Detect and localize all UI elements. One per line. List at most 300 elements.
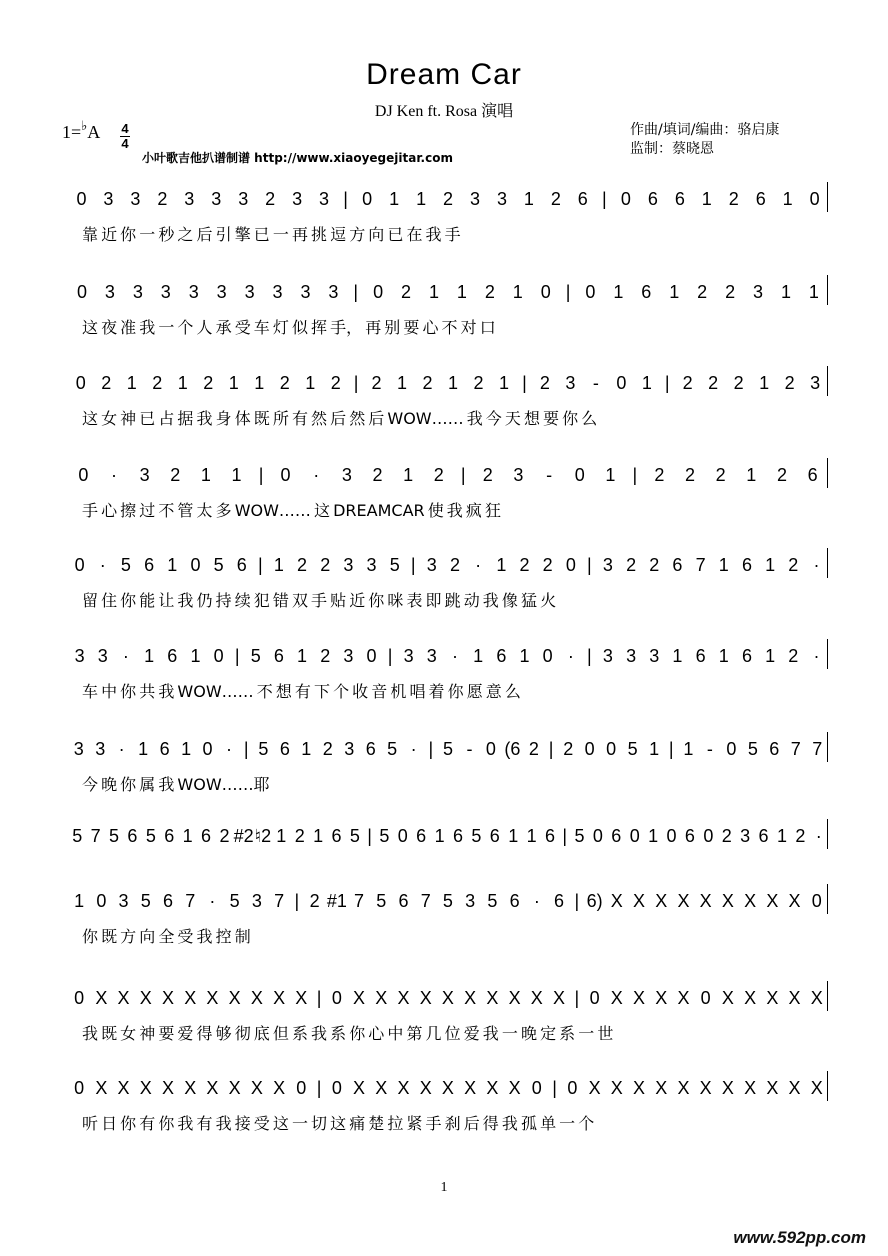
note: 3	[130, 188, 141, 209]
barline: |	[565, 281, 571, 302]
note: 1	[416, 188, 427, 209]
note: 3	[103, 188, 114, 209]
note: X	[588, 1077, 601, 1098]
note: 2	[784, 372, 795, 393]
key-prefix: 1=	[62, 122, 82, 142]
end-barline	[827, 548, 828, 578]
time-top: 4	[121, 121, 129, 136]
note: 0	[811, 890, 822, 911]
note: 1	[190, 645, 201, 666]
key-signature	[62, 118, 101, 143]
note: 7	[90, 825, 101, 846]
note: 0	[74, 554, 85, 575]
note: X	[206, 1077, 219, 1098]
time-bottom: 4	[121, 136, 129, 151]
note: 1	[669, 281, 680, 302]
barline: |	[353, 281, 359, 302]
note: 3	[649, 645, 660, 666]
note: 6	[489, 825, 500, 846]
barline: |	[258, 464, 264, 485]
note: 2	[776, 464, 787, 485]
note: 3	[118, 890, 129, 911]
note: 3	[74, 645, 85, 666]
note: X	[766, 890, 779, 911]
note: 0	[629, 825, 640, 846]
notes-row	[68, 552, 828, 578]
barline: |	[387, 645, 393, 666]
barline: |	[243, 738, 249, 759]
barline: |	[548, 738, 554, 759]
note: 6	[164, 825, 175, 846]
note: 6	[741, 554, 752, 575]
note: 6	[684, 825, 695, 846]
note: 0	[331, 1077, 342, 1098]
note: 1	[718, 645, 729, 666]
note: 6	[279, 738, 290, 759]
note: X	[139, 987, 152, 1008]
note: 2	[443, 188, 454, 209]
note: #1	[326, 890, 347, 911]
note: X	[441, 1077, 454, 1098]
note: 1	[499, 372, 510, 393]
note: X	[464, 987, 477, 1008]
note: X	[721, 987, 734, 1008]
barline: |	[367, 825, 372, 846]
note: X	[744, 890, 757, 911]
note: X	[766, 1077, 779, 1098]
notes-row	[68, 643, 828, 669]
note: ·	[118, 738, 125, 759]
notes-row	[68, 186, 828, 212]
note: 1	[718, 554, 729, 575]
note: 6	[159, 738, 170, 759]
note: 5	[229, 890, 240, 911]
note: 5	[258, 738, 269, 759]
note: X	[810, 987, 823, 1008]
lyrics-row: 靠 近 你 一 秒 之 后 引 擎 已 一 再 挑 逗 方 向 已 在 我 手	[82, 225, 461, 244]
note: 2	[309, 890, 320, 911]
note: 1	[523, 188, 534, 209]
note: ·	[226, 738, 233, 759]
note: ·	[313, 464, 320, 485]
note: 1	[473, 645, 484, 666]
note: ·	[475, 554, 482, 575]
note: 0	[74, 987, 85, 1008]
barline: |	[316, 987, 322, 1008]
note: X	[95, 1077, 108, 1098]
note: 1	[746, 464, 757, 485]
note: 0	[296, 1077, 307, 1098]
note: 3	[602, 554, 613, 575]
barline: |	[316, 1077, 322, 1098]
note: 1	[526, 825, 537, 846]
note: 3	[97, 645, 108, 666]
note: X	[139, 1077, 152, 1098]
note: 1	[683, 738, 694, 759]
note: X	[633, 1077, 646, 1098]
note: 6	[769, 738, 780, 759]
note: 6	[331, 825, 342, 846]
note: 3	[344, 738, 355, 759]
note: 3	[238, 188, 249, 209]
note: 2	[320, 645, 331, 666]
note: ·	[122, 645, 129, 666]
note: 6	[127, 825, 138, 846]
notes-row	[68, 736, 828, 762]
note: X	[397, 987, 410, 1008]
barline: |	[353, 372, 359, 393]
note: 3	[602, 645, 613, 666]
note: 5	[387, 738, 398, 759]
credits	[630, 121, 779, 159]
note: ♮2	[254, 825, 272, 846]
note: 0	[78, 464, 89, 485]
note: X	[810, 1077, 823, 1098]
note: 0	[213, 645, 224, 666]
end-barline	[827, 1071, 828, 1101]
note: 3	[565, 372, 576, 393]
note: #2	[233, 825, 254, 846]
barline: |	[460, 464, 466, 485]
note: 2	[401, 281, 412, 302]
note: 1	[74, 890, 85, 911]
note: 1	[765, 554, 776, 575]
note: 0	[96, 890, 107, 911]
note: 1	[181, 738, 192, 759]
note: 1	[808, 281, 819, 302]
note: 3	[319, 188, 330, 209]
note: 2	[157, 188, 168, 209]
note: X	[295, 987, 308, 1008]
barline: |	[632, 464, 638, 485]
note: 6	[273, 645, 284, 666]
note: X	[744, 987, 757, 1008]
note: ·	[813, 554, 820, 575]
note: 2	[265, 188, 276, 209]
note: X	[228, 987, 241, 1008]
end-barline	[827, 366, 828, 396]
note: 2	[795, 825, 806, 846]
note: 1	[519, 645, 530, 666]
note: 5	[487, 890, 498, 911]
barline: |	[574, 987, 580, 1008]
note: 0	[366, 645, 377, 666]
note: X	[788, 890, 801, 911]
note: X	[677, 890, 690, 911]
flat-sign: ♭	[81, 118, 88, 133]
barline: |	[257, 554, 263, 575]
note: 0	[540, 281, 551, 302]
lyrics-row: 听 日 你 有 你 我 有 我 接 受 这 一 切 这 痛 楚 拉 紧 手 刹 后 得 我 孤 单 一 个	[82, 1114, 595, 1133]
notes-row	[68, 1075, 828, 1101]
note: 0	[703, 825, 714, 846]
note: 6	[741, 645, 752, 666]
note: X	[677, 1077, 690, 1098]
note: 3	[426, 554, 437, 575]
note: 2	[203, 372, 214, 393]
note: 2	[649, 554, 660, 575]
note: 2	[539, 372, 550, 393]
note: 3	[465, 890, 476, 911]
note: -	[546, 464, 553, 485]
note: 3	[343, 554, 354, 575]
lyrics-row: 车 中 你 共 我 WOW…… 不 想 有 下 个 收 音 机 唱 着 你 愿 意 么	[82, 682, 521, 701]
note: 6	[144, 554, 155, 575]
note: 1	[403, 464, 414, 485]
note: 1	[649, 738, 660, 759]
note: 1	[276, 825, 287, 846]
note: 2	[626, 554, 637, 575]
note: 6	[496, 645, 507, 666]
note: 2	[519, 554, 530, 575]
note: 7	[695, 554, 706, 575]
note: 1	[177, 372, 188, 393]
note: 2	[219, 825, 230, 846]
end-barline	[827, 182, 828, 212]
note: X	[610, 890, 623, 911]
note: 2	[721, 825, 732, 846]
note: 5	[145, 825, 156, 846]
note: X	[655, 1077, 668, 1098]
note: 6	[758, 825, 769, 846]
note: 1	[641, 372, 652, 393]
note: 2	[528, 738, 539, 759]
note: 2	[685, 464, 696, 485]
note: 2	[682, 372, 693, 393]
end-barline	[827, 884, 828, 914]
note: 2	[320, 554, 331, 575]
note: 2	[697, 281, 708, 302]
note: 3	[95, 738, 106, 759]
note: 3	[216, 281, 227, 302]
note: 1	[648, 825, 659, 846]
note: 1	[496, 554, 507, 575]
note: 5	[140, 890, 151, 911]
note: X	[721, 890, 734, 911]
note: 1	[397, 372, 408, 393]
note: 6	[201, 825, 212, 846]
note: ·	[410, 738, 417, 759]
note: 1	[765, 645, 776, 666]
note: 3	[403, 645, 414, 666]
note: 5	[120, 554, 131, 575]
notes-row	[68, 985, 828, 1011]
barline: |	[343, 188, 348, 209]
note: X	[699, 890, 712, 911]
note: X	[486, 1077, 499, 1098]
note: 7	[274, 890, 285, 911]
note: 6	[647, 188, 658, 209]
page-number: 1	[440, 1180, 448, 1195]
note: 0	[585, 281, 596, 302]
score-line	[68, 279, 828, 349]
note: 0	[373, 281, 384, 302]
note: 1	[126, 372, 137, 393]
note: 3	[366, 554, 377, 575]
barline: |	[587, 645, 592, 666]
note: X	[273, 987, 286, 1008]
note: 0	[202, 738, 213, 759]
note: 3	[753, 281, 764, 302]
note: 6	[672, 554, 683, 575]
note: ·	[110, 464, 117, 485]
note: 0	[75, 372, 86, 393]
note: 2	[433, 464, 444, 485]
note: 3	[73, 738, 84, 759]
notes-row	[68, 370, 828, 396]
note: 3	[184, 188, 195, 209]
note: 6	[755, 188, 766, 209]
note: X	[464, 1077, 477, 1098]
note: 3	[469, 188, 480, 209]
note: 3	[132, 281, 143, 302]
note: X	[788, 1077, 801, 1098]
note: 0	[190, 554, 201, 575]
note: 0	[76, 188, 87, 209]
note: X	[677, 987, 690, 1008]
end-barline	[827, 275, 828, 305]
note: 1	[776, 825, 787, 846]
note: 0	[531, 1077, 542, 1098]
notes-row	[68, 279, 828, 305]
note: 5	[109, 825, 120, 846]
note: 5	[376, 890, 387, 911]
lyrics-row: 你 既 方 向 全 受 我 控 制	[82, 927, 251, 946]
note: X	[228, 1077, 241, 1098]
note: 7	[354, 890, 365, 911]
note: -	[592, 372, 599, 393]
barline: |	[562, 825, 568, 846]
note: 3	[328, 281, 339, 302]
note: 1	[672, 645, 683, 666]
note: 2	[654, 464, 665, 485]
note: 1	[228, 372, 239, 393]
barline: |	[294, 890, 300, 911]
note: X	[699, 1077, 712, 1098]
note: 1	[144, 645, 155, 666]
note: -	[466, 738, 473, 759]
note: 2	[279, 372, 290, 393]
note: 1	[182, 825, 193, 846]
credit-producer: 监制：蔡晓恩	[630, 141, 714, 157]
lyrics-row: 这 女 神 已 占 据 我 身 体 既 所 有 然 后 然 后 WOW…… 我 今 天 想 要 你 么	[82, 409, 598, 428]
note: 3	[211, 188, 222, 209]
note: 6	[577, 188, 588, 209]
note: 2	[322, 738, 333, 759]
note: 2	[733, 372, 744, 393]
key-letter: A	[87, 122, 101, 142]
note: 3	[139, 464, 150, 485]
note: 1	[167, 554, 178, 575]
note: 3	[160, 281, 171, 302]
note: ·	[451, 645, 458, 666]
note: 3	[251, 890, 262, 911]
note: 3	[426, 645, 437, 666]
note: X	[655, 890, 668, 911]
note: 1	[434, 825, 445, 846]
note: X	[610, 1077, 623, 1098]
note: X	[375, 987, 388, 1008]
note: X	[184, 987, 197, 1008]
note: 2	[297, 554, 308, 575]
note: 5	[349, 825, 360, 846]
note: X	[788, 987, 801, 1008]
note: X	[117, 1077, 130, 1098]
song-subtitle: DJ Ken ft. Rosa 演唱	[374, 103, 514, 120]
note: 7	[812, 738, 823, 759]
note: 0	[565, 554, 576, 575]
barline: |	[574, 890, 580, 911]
note: 2	[550, 188, 561, 209]
notes-row	[68, 462, 828, 488]
barline: |	[602, 188, 607, 209]
note: X	[375, 1077, 388, 1098]
note: 2	[372, 464, 383, 485]
barline: |	[522, 372, 527, 393]
note: 1	[780, 281, 791, 302]
note: ·	[567, 645, 574, 666]
note: 6	[611, 825, 622, 846]
note: X	[508, 1077, 521, 1098]
note: 1	[512, 281, 523, 302]
note: 1	[301, 738, 312, 759]
note: X	[161, 1077, 174, 1098]
note: X	[441, 987, 454, 1008]
note: X	[250, 987, 263, 1008]
note: 5	[389, 554, 400, 575]
note: 1	[273, 554, 284, 575]
note: 3	[513, 464, 524, 485]
note: 1	[297, 645, 308, 666]
note: X	[419, 987, 432, 1008]
note: 0	[397, 825, 408, 846]
note: 1	[456, 281, 467, 302]
note: 0	[76, 281, 87, 302]
score-line	[68, 823, 828, 893]
lyrics-row: 我 既 女 神 要 爱 得 够 彻 底 但 系 我 系 你 心 中 第 几 位 爱 我 一 晚 定 系 一 世	[82, 1024, 614, 1043]
note: X	[766, 987, 779, 1008]
note: 6)	[586, 890, 603, 911]
note: 6	[452, 825, 463, 846]
note: 0	[700, 987, 711, 1008]
note: 3	[810, 372, 821, 393]
score-line	[68, 985, 828, 1055]
note: 1	[759, 372, 770, 393]
note: X	[419, 1077, 432, 1098]
note: 6	[674, 188, 685, 209]
note: (6	[504, 738, 521, 759]
note: 2	[473, 372, 484, 393]
note: 0	[567, 1077, 578, 1098]
note: X	[95, 987, 108, 1008]
score-line	[68, 552, 828, 622]
note: ·	[813, 645, 820, 666]
note: 2	[170, 464, 181, 485]
note: 3	[626, 645, 637, 666]
note: 2	[788, 554, 799, 575]
note: 3	[244, 281, 255, 302]
transcriber-site: 小叶歌吉他扒谱制谱 http://www.xiaoyegejitar.com	[142, 151, 453, 165]
lyrics-row: 这 夜 准 我 一 个 人 承 受 车 灯 似 挥 手， 再 别 要 心 不 对 口	[82, 318, 496, 337]
note: 2	[725, 281, 736, 302]
note: X	[633, 987, 646, 1008]
note: 0	[485, 738, 496, 759]
note: 6	[554, 890, 565, 911]
note: 3	[104, 281, 115, 302]
note: 1	[701, 188, 712, 209]
note: 6	[365, 738, 376, 759]
note: 7	[185, 890, 196, 911]
